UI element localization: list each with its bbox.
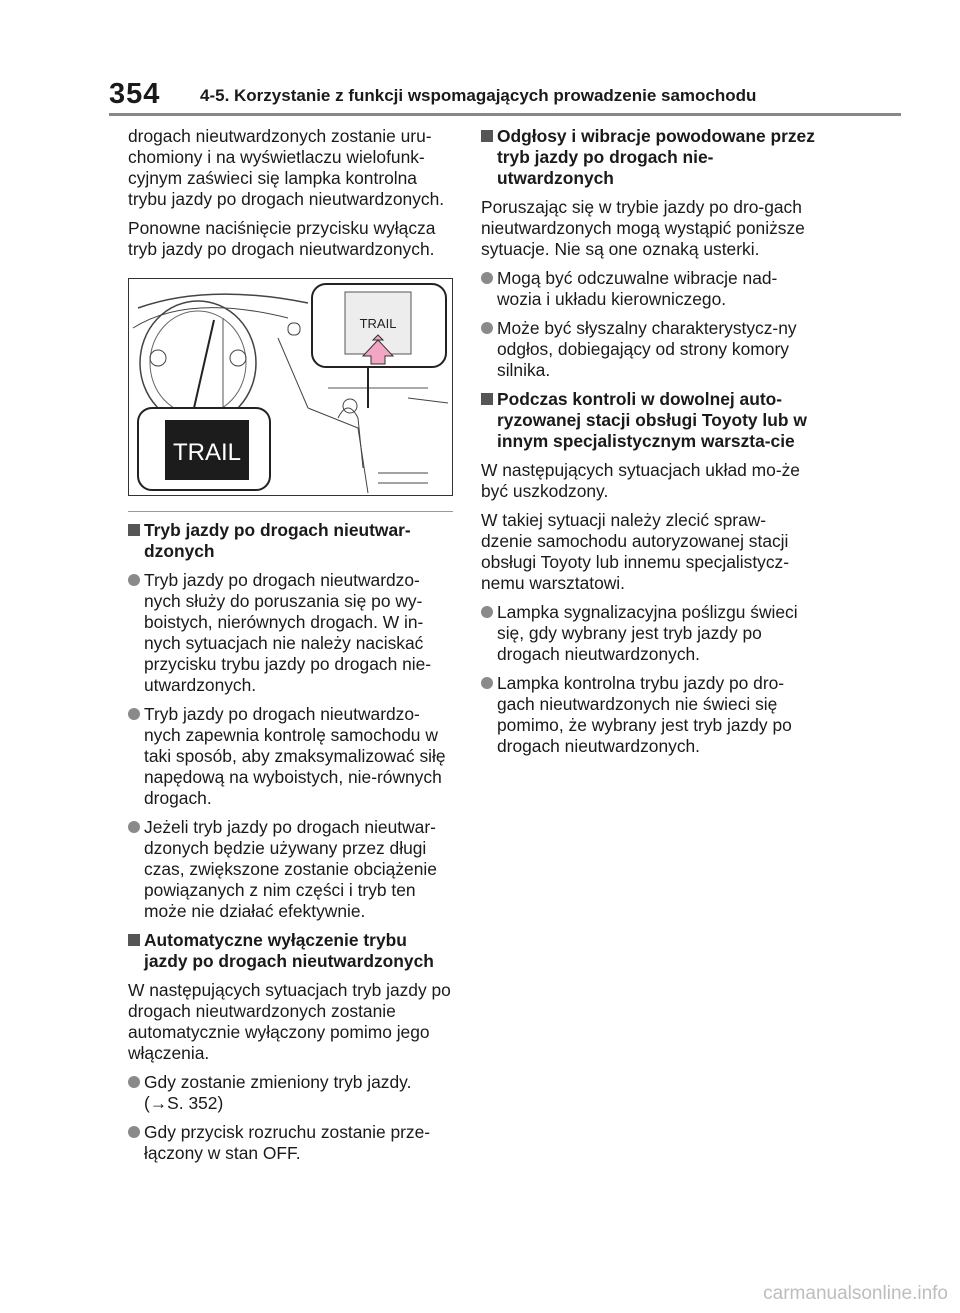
list-item: [481, 602, 815, 665]
trail-button-label: TRAIL: [172, 439, 242, 466]
list-item-text: Tryb jazdy po drogach nieutwardzo-nych zapewnia kontrolę samochodu w taki sposób, aby zmaksymalizować siłę napędową na wyboistych, nie-równych drogach.: [144, 704, 446, 808]
circle-bullet-icon: [128, 1126, 140, 1138]
list-item-text: Lampka kontrolna trybu jazdy po dro-gach nieutwardzonych nie świeci się pomimo, że wybrany jest tryb jazdy po drogach nieutwardzonych.: [497, 673, 792, 756]
list-item-text: Gdy zostanie zmieniony tryb jazdy. (→S. 352): [144, 1072, 412, 1113]
circle-bullet-icon: [128, 708, 140, 720]
left-column-body: [128, 520, 452, 1172]
inspection-paragraph-1: W następujących sytuacjach układ mo-że być uszkodzony.: [481, 460, 800, 501]
circle-bullet-icon: [481, 272, 493, 284]
list-item-text: Tryb jazdy po drogach nieutwardzo-nych służy do poruszania się po wy-boistych, nierównych drogach. W in-nych sytuacjach nie należy naciskać przycisku trybu jazdy po drogach nie-utwardzonych.: [144, 570, 432, 695]
square-bullet-icon: [128, 524, 140, 536]
circle-bullet-icon: [481, 606, 493, 618]
inspection-paragraph-2: W takiej sytuacji należy zlecić spraw-dzenie samochodu autoryzowanej stacji obsługi Toyoty lub innemu specjalistycz-nemu warsztatowi.: [481, 510, 790, 593]
list-item: [128, 570, 452, 696]
section-title: 4-5. Korzystanie z funkcji wspomagających prowadzenie samochodu: [200, 86, 757, 105]
list-item: [481, 318, 815, 381]
square-bullet-icon: [481, 393, 493, 405]
circle-bullet-icon: [128, 821, 140, 833]
left-column-intro: [128, 126, 452, 268]
circle-bullet-icon: [481, 677, 493, 689]
list-item-text: Mogą być odczuwalne wibracje nad-wozia i układu kierowniczego.: [497, 268, 778, 309]
list-item-text: Lampka sygnalizacyjna poślizgu świeci się, gdy wybrany jest tryb jazdy po drogach nieutwardzonych.: [497, 602, 798, 664]
list-item-text: Jeżeli tryb jazdy po drogach nieutwar-dzonych będzie używany przez długi czas, zwiększone zostanie obciążenie powiązanych z nim części i tryb ten może nie działać efektywnie.: [144, 817, 437, 921]
heading-text: Automatyczne wyłączenie trybu jazdy po drogach nieutwardzonych: [144, 930, 434, 971]
list-item: [481, 268, 815, 310]
header-rule: [109, 113, 901, 116]
circle-bullet-icon: [128, 574, 140, 586]
intro-paragraph-1: drogach nieutwardzonych zostanie uru-chomiony i na wyświetlaczu wielofunk-cyjnym zaświeci się lampka kontrolna trybu jazdy po drogach nieutwardzonych.: [128, 126, 445, 209]
list-item: [128, 704, 452, 809]
heading-auto-off: [128, 930, 452, 972]
page-number: 354: [109, 78, 161, 110]
heading-text: Odgłosy i wibracje powodowane przez tryb jazdy po drogach nie-utwardzonych: [497, 126, 815, 188]
heading-text: Podczas kontroli w dowolnej auto-ryzowanej stacji obsługi Toyoty lub w innym specjalistycznym warszta-cie: [497, 389, 807, 451]
list-item-text: Gdy przycisk rozruchu zostanie prze-łączony w stan OFF.: [144, 1122, 431, 1163]
figure-rule: [128, 511, 453, 512]
square-bullet-icon: [481, 130, 493, 142]
right-column: [481, 126, 815, 765]
square-bullet-icon: [128, 934, 140, 946]
list-item: [481, 673, 815, 757]
auto-off-paragraph: W następujących sytuacjach tryb jazdy po drogach nieutwardzonych zostanie automatycznie wyłączony pomimo jego włączenia.: [128, 980, 451, 1063]
heading-trail-mode: [128, 520, 452, 562]
list-item-text: Może być słyszalny charakterystycz-ny odgłos, dobiegający od strony komory silnika.: [497, 318, 797, 380]
intro-paragraph-2: Ponowne naciśnięcie przycisku wyłącza tryb jazdy po drogach nieutwardzonych.: [128, 218, 436, 259]
list-item: [128, 1072, 452, 1114]
list-item: [128, 817, 452, 922]
watermark: carmanualsonline.info: [763, 1283, 948, 1304]
circle-bullet-icon: [481, 322, 493, 334]
trail-button-illustration: [128, 278, 453, 496]
list-item: [128, 1122, 452, 1164]
indicator-label: TRAIL: [359, 316, 397, 331]
noise-paragraph: Poruszając się w trybie jazdy po dro-gach nieutwardzonych mogą wystąpić poniższe sytuacje. Nie są one oznaką usterki.: [481, 197, 805, 259]
heading-noise-vibration: [481, 126, 815, 189]
circle-bullet-icon: [128, 1076, 140, 1088]
heading-inspection: [481, 389, 815, 452]
heading-text: Tryb jazdy po drogach nieutwar-dzonych: [144, 520, 411, 561]
